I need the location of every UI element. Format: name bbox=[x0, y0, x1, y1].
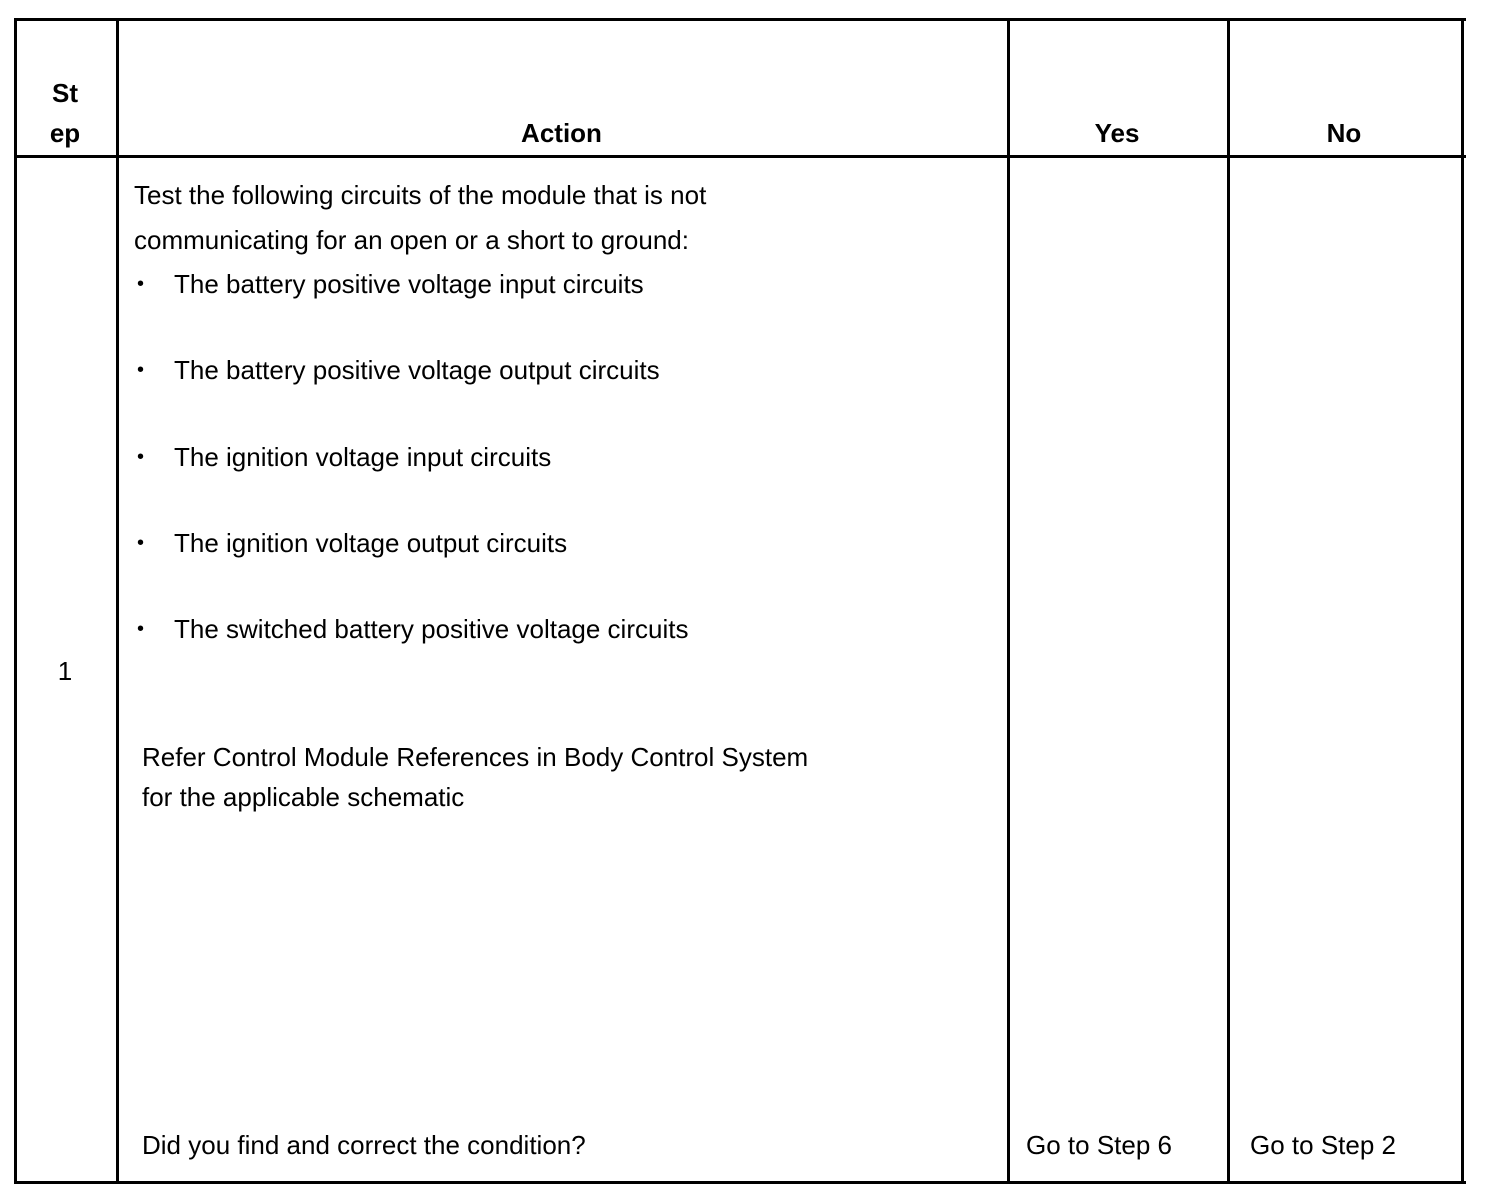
no-action: Go to Step 2 bbox=[1250, 1130, 1396, 1160]
header-yes: Yes bbox=[1094, 118, 1140, 148]
step-column-divider bbox=[116, 18, 119, 1184]
action-intro-line2: communicating for an open or a short to ground: bbox=[134, 225, 689, 255]
list-item-text: The ignition voltage input circuits bbox=[174, 442, 552, 472]
table-left-border bbox=[14, 18, 17, 1184]
list-item-text: The battery positive voltage input circuits bbox=[174, 269, 644, 299]
reference-note-line2: for the applicable schematic bbox=[142, 782, 465, 812]
bullet-marker: • bbox=[137, 359, 145, 381]
list-item-text: The ignition voltage output circuits bbox=[174, 528, 568, 558]
table-right-border bbox=[1461, 18, 1464, 1184]
step-number: 1 bbox=[57, 656, 73, 686]
yes-action: Go to Step 6 bbox=[1026, 1130, 1172, 1160]
header-action: Action bbox=[521, 118, 602, 148]
bullet-marker: • bbox=[137, 446, 145, 468]
action-intro-line1: Test the following circuits of the module that is not bbox=[134, 180, 707, 210]
table-top-border bbox=[14, 18, 1466, 21]
action-column-divider bbox=[1007, 18, 1010, 1184]
bullet-marker: • bbox=[137, 618, 145, 640]
header-bottom-border bbox=[14, 155, 1466, 158]
list-item-text: The battery positive voltage output circuits bbox=[174, 355, 660, 385]
bullet-marker: • bbox=[137, 532, 145, 554]
bullet-marker: • bbox=[137, 273, 145, 295]
question-text: Did you find and correct the condition? bbox=[142, 1130, 586, 1160]
list-item-text: The switched battery positive voltage circuits bbox=[174, 614, 689, 644]
header-no: No bbox=[1326, 118, 1362, 148]
reference-note-line1: Refer Control Module References in Body Control System bbox=[142, 742, 809, 772]
header-step-line2: ep bbox=[49, 118, 81, 148]
header-step-line1: St bbox=[52, 78, 78, 108]
table-bottom-border bbox=[14, 1181, 1466, 1184]
yes-column-divider bbox=[1227, 18, 1230, 1184]
